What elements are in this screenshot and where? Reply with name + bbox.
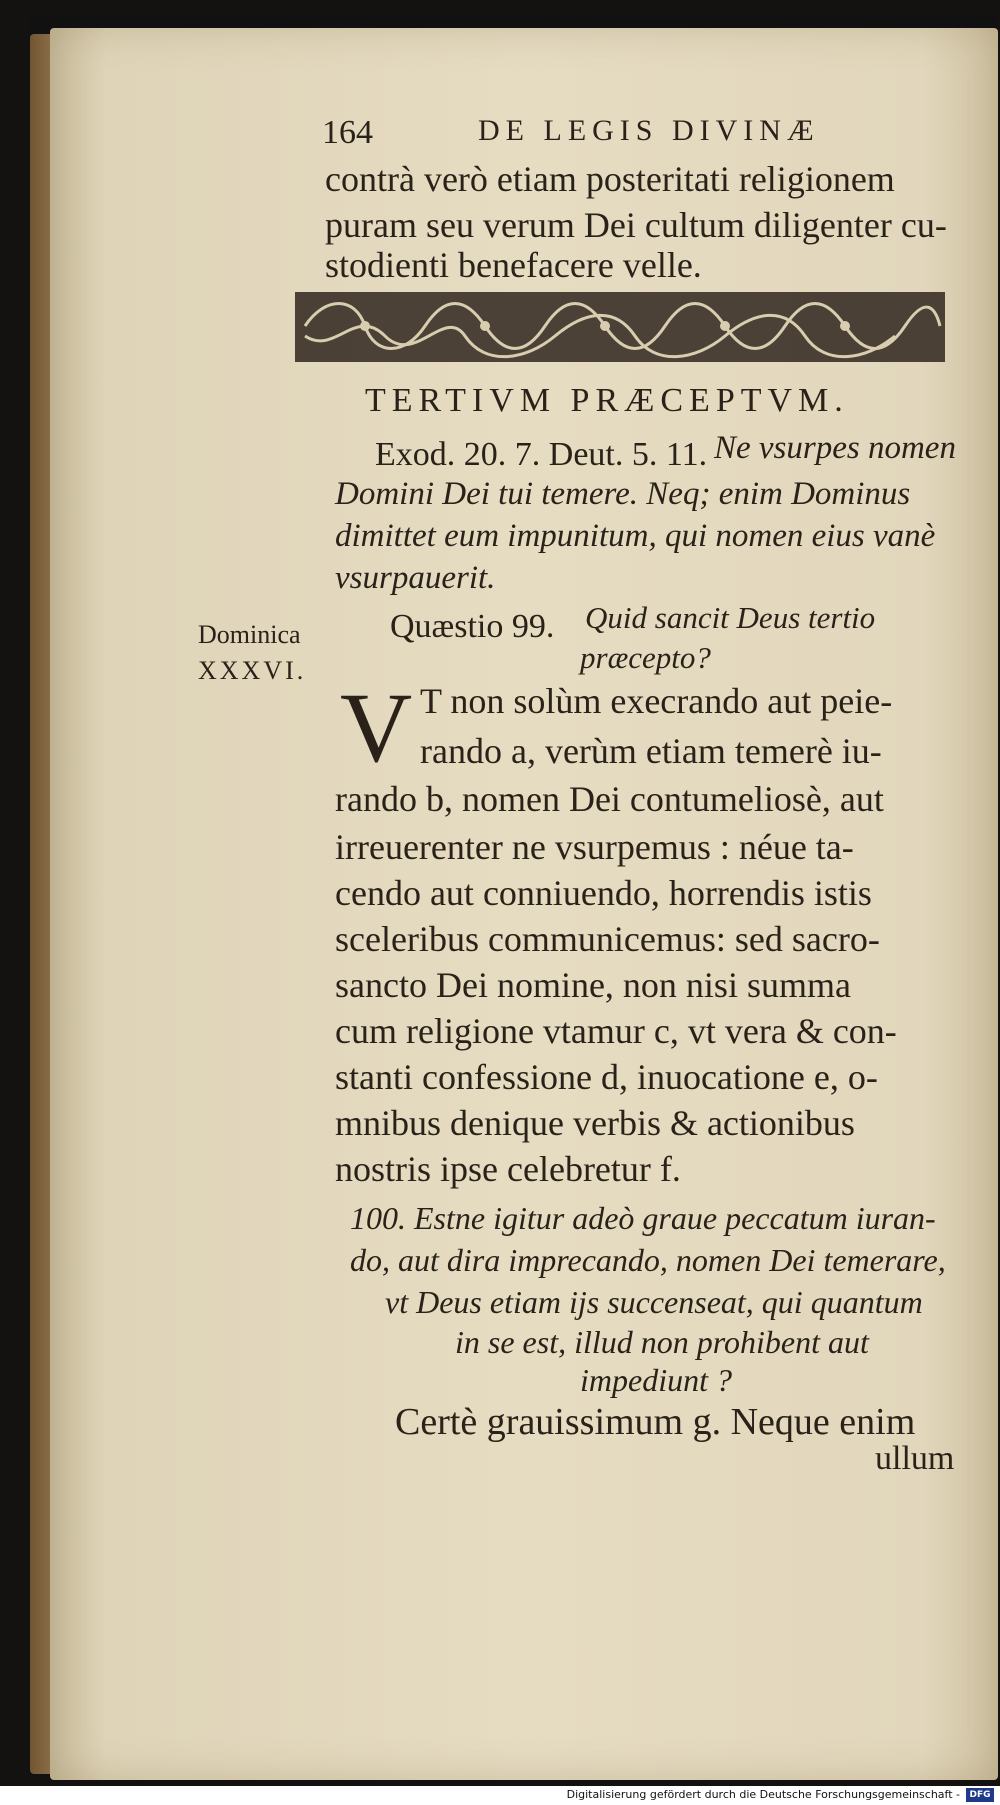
catchword: ullum [875, 1440, 955, 1477]
answer-line: nostris ipse celebretur f. [335, 1149, 681, 1189]
page-number: 164 [322, 114, 373, 151]
answer-line: stanti confessione d, inuocatione e, o- [335, 1057, 878, 1097]
decorative-ornament-band [295, 286, 945, 368]
answer-line: cendo aut conniuendo, horrendis istis [335, 873, 872, 913]
question-text: præcepto? [580, 640, 711, 675]
answer-line: T non solùm execrando aut peie- [420, 681, 893, 721]
answer-line: rando a, verùm etiam temerè iu- [420, 731, 882, 771]
answer-line: sancto Dei nomine, non nisi summa [335, 965, 851, 1005]
intro-line: puram seu verum Dei cultum diligenter cu- [325, 205, 947, 245]
answer-line: irreuerenter ne vsurpemus : néue ta- [335, 827, 854, 867]
question-100-line: in se est, illud non prohibent aut [455, 1324, 869, 1360]
intro-line: contrà verò etiam posteritati religionem [325, 159, 895, 199]
scripture-line: vsurpauerit. [335, 560, 496, 596]
question-100-line: impediunt ? [580, 1362, 732, 1398]
section-title: TERTIVM PRÆCEPTVM. [365, 382, 849, 419]
drop-cap-initial: V [340, 672, 413, 783]
footer-credit: Digitalisierung gefördert durch die Deutsche Forschungsgemeinschaft - [566, 1788, 960, 1801]
margin-note-dominica: Dominica [198, 620, 301, 649]
question-100-line: do, aut dira imprecando, nomen Dei temerare, [350, 1242, 946, 1278]
intro-line: stodienti benefacere velle. [325, 245, 702, 285]
question-text: Quid sancit Deus tertio [585, 600, 876, 635]
running-title: DE LEGIS DIVINÆ [478, 114, 820, 147]
answer-line: sceleribus communicemus: sed sacro- [335, 919, 880, 959]
scripture-reference: Exod. 20. 7. Deut. 5. 11. [375, 436, 708, 473]
margin-note-number: XXXVI. [198, 656, 307, 685]
question-label: Quæstio 99. [390, 608, 555, 645]
dfg-logo: DFG [966, 1788, 994, 1802]
answer-line: mnibus denique verbis & actionibus [335, 1103, 855, 1143]
answer-100-line: Certè grauissimum g. Neque enim [395, 1401, 916, 1443]
question-100-line: vt Deus etiam ijs succenseat, qui quantum [385, 1284, 923, 1320]
scripture-line: dimittet eum impunitum, qui nomen eius vanè [335, 518, 936, 554]
question-100-line: 100. Estne igitur adeò graue peccatum iuran- [350, 1200, 936, 1236]
scripture-line: Ne vsurpes nomen [714, 430, 956, 466]
answer-line: cum religione vtamur c, vt vera & con- [335, 1011, 897, 1051]
answer-line: rando b, nomen Dei contumeliosè, aut [335, 779, 884, 819]
scripture-line: Domini Dei tui temere. Neq; enim Dominus [335, 476, 911, 512]
